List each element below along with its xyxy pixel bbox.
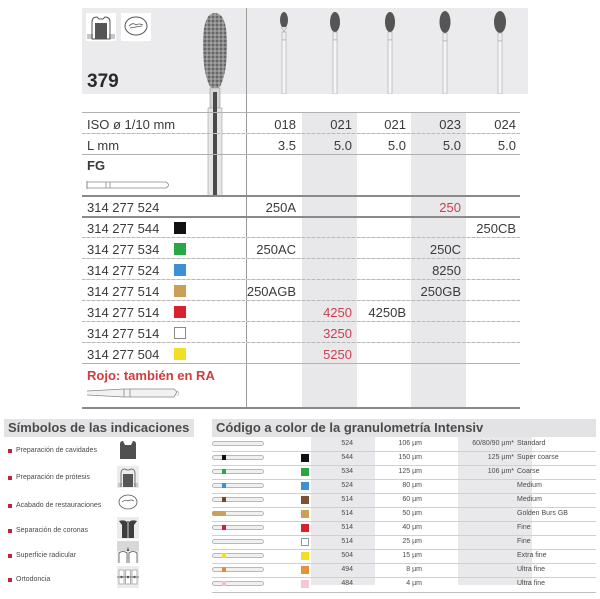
iso-value: 018: [274, 117, 296, 132]
grit-code: 494: [341, 566, 353, 573]
bur-shank-icon: [212, 525, 264, 530]
grit-alt-size: 106 µm*: [487, 468, 514, 475]
grit-value-red: 250: [439, 200, 461, 215]
grit-name: Super coarse: [517, 454, 559, 461]
iso-value: 021: [384, 117, 406, 132]
ref-number: 314 277 544: [87, 221, 160, 236]
iso-value: 024: [494, 117, 516, 132]
rule: [82, 321, 520, 322]
prosthesis-prep-icon: [86, 13, 116, 41]
bur-023-illustration: [437, 10, 453, 99]
indication-item: [8, 502, 101, 509]
rule: [82, 258, 520, 259]
grit-size: 60 µm: [402, 496, 422, 503]
grit-row: [212, 550, 596, 562]
swatch-green: [301, 468, 309, 476]
ring-marker: [222, 455, 226, 460]
ref-number: 314 277 524: [87, 263, 160, 278]
ring-marker: [222, 567, 226, 572]
grit-value: 4250B: [368, 305, 406, 320]
swatch-pink: [301, 580, 309, 588]
indication-label: Preparación de cavidades: [16, 447, 97, 454]
bur-shank-icon: [212, 539, 264, 544]
grit-value: 250A: [265, 200, 296, 215]
swatch-black: [301, 454, 309, 462]
grit-name: Fine: [517, 538, 531, 545]
ref-number: 314 277 514: [87, 326, 160, 341]
grit-value: 250AGB: [246, 284, 296, 299]
grit-value: 8250: [432, 263, 461, 278]
grit-code: 544: [341, 454, 353, 461]
grit-size: 25 µm: [402, 538, 422, 545]
indication-label: Preparación de prótesis: [16, 474, 90, 481]
grit-row: [212, 480, 596, 492]
grit-code: 534: [341, 468, 353, 475]
grit-size: 40 µm: [402, 524, 422, 531]
grit-row: [212, 508, 596, 520]
bullet-icon: [8, 554, 12, 558]
grit-alt-size: 125 µm*: [487, 454, 514, 461]
bullet-icon: [8, 504, 12, 508]
indication-label: Ortodoncia: [16, 576, 51, 583]
grit-size: 106 µm: [398, 440, 422, 447]
bur-illustration-large: [200, 12, 230, 202]
orthodontics-icon: [117, 566, 139, 588]
indication-label: Acabado de restauraciones: [16, 502, 102, 509]
restoration-finishing-icon: [117, 492, 139, 517]
prosthesis-prep-icon: [117, 466, 139, 488]
iso-value: 021: [330, 117, 352, 132]
ring-marker: [212, 511, 226, 516]
bur-shank-icon: [212, 581, 264, 586]
ring-marker: [222, 469, 226, 474]
swatch-brown: [301, 496, 309, 504]
bur-shank-icon: [212, 455, 264, 460]
grit-name: Coarse: [517, 468, 540, 475]
iso-label: ISO ø 1/10 mm: [87, 117, 176, 132]
indication-item: [8, 447, 97, 454]
grit-value: 250C: [429, 242, 461, 257]
grit-size: 150 µm: [398, 454, 422, 461]
grit-name: Ultra fine: [517, 580, 546, 587]
grit-code-title: Código a color de la granulometría Intensiv: [212, 419, 596, 437]
indication-item: [8, 552, 76, 559]
bur-018-illustration: [276, 10, 292, 99]
grit-swatch-red: [174, 306, 186, 318]
crown-separation-icon: [117, 517, 139, 539]
grit-swatch-black: [174, 222, 186, 234]
grit-size: 125 µm: [398, 468, 422, 475]
length-value: 3.5: [277, 138, 296, 153]
bur-021-illustration: [327, 10, 343, 99]
rule: [82, 154, 520, 155]
grit-name: Ultra fine: [517, 566, 546, 573]
swatch-white: [301, 538, 309, 546]
bur-024-illustration: [492, 10, 508, 99]
bur-shank-icon: [212, 567, 264, 572]
grit-value-red: 5250: [323, 347, 352, 362]
grit-value: 250GB: [420, 284, 461, 299]
ref-number: 314 277 514: [87, 284, 160, 299]
grit-name: Extra fine: [517, 552, 547, 559]
bullet-icon: [8, 529, 12, 533]
bur-shank-icon: [212, 553, 264, 558]
bur-021b-illustration: [382, 10, 398, 99]
grit-code: 484: [341, 580, 353, 587]
grit-code: 524: [341, 440, 353, 447]
bullet-icon: [8, 449, 12, 453]
length-value: 5.0: [333, 138, 352, 153]
bur-shank-icon: [212, 497, 264, 502]
grit-value-red: 3250: [323, 326, 352, 341]
rule: [82, 195, 520, 197]
indication-item: [8, 527, 88, 534]
ra-shank-icon: [86, 386, 182, 405]
grit-row: [212, 466, 596, 478]
rule: [82, 133, 520, 134]
grit-row: [212, 452, 596, 464]
grit-name: Fine: [517, 524, 531, 531]
ref-number: 314 277 504: [87, 347, 160, 362]
length-label: L mm: [87, 138, 120, 153]
ring-marker: [222, 581, 226, 586]
fg-shank-icon: [86, 177, 172, 195]
bur-shank-icon: [212, 483, 264, 488]
grit-value: 250CB: [476, 221, 516, 236]
indications-title: Símbolos de las indicaciones: [4, 419, 194, 437]
rule: [82, 363, 520, 364]
restoration-finishing-icon: [121, 13, 151, 41]
length-value: 5.0: [442, 138, 461, 153]
grit-row: [212, 536, 596, 548]
grit-swatch-white: [174, 327, 186, 339]
swatch-blue: [301, 482, 309, 490]
grit-swatch-yellow: [174, 348, 186, 360]
grit-row: [212, 438, 596, 450]
length-value: 5.0: [387, 138, 406, 153]
rule: [82, 342, 520, 343]
ref-number: 314 277 534: [87, 242, 160, 257]
grit-code: 514: [341, 524, 353, 531]
bur-shank-icon: [212, 441, 264, 446]
grit-size: 50 µm: [402, 510, 422, 517]
rule: [82, 279, 520, 280]
grit-row: [212, 494, 596, 506]
ring-marker: [222, 497, 226, 502]
indication-item: [8, 474, 90, 481]
bullet-icon: [8, 578, 12, 582]
rule: [82, 112, 520, 113]
indication-label: Superficie radicular: [16, 552, 76, 559]
grit-size: 8 µm: [406, 566, 422, 573]
grit-swatch-blue: [174, 264, 186, 276]
grit-code: 514: [341, 510, 353, 517]
rule: [82, 407, 520, 409]
grit-size: 80 µm: [402, 482, 422, 489]
swatch-orange: [301, 566, 309, 574]
grit-name: Standard: [517, 440, 546, 447]
rule: [82, 237, 520, 238]
grit-code: 514: [341, 496, 353, 503]
grit-size: 15 µm: [402, 552, 422, 559]
root-surface-icon: [117, 541, 139, 563]
cavity-prep-icon: [117, 439, 139, 466]
iso-value: 023: [439, 117, 461, 132]
swatch-gold: [301, 510, 309, 518]
rule: [212, 592, 596, 593]
grit-size: 4 µm: [406, 580, 422, 587]
ref-number: 314 277 524: [87, 200, 160, 215]
grit-swatch-green: [174, 243, 186, 255]
swatch-yellow: [301, 552, 309, 560]
grit-code: 514: [341, 538, 353, 545]
ra-note: Rojo: también en RA: [87, 368, 215, 383]
ref-number: 314 277 514: [87, 305, 160, 320]
rule: [82, 216, 520, 218]
grit-swatch-gold: [174, 285, 186, 297]
grit-name: Medium: [517, 496, 542, 503]
rule: [82, 300, 520, 301]
grit-value: 250AC: [256, 242, 296, 257]
grit-alt-size: 60/80/90 µm*: [472, 440, 514, 447]
bullet-icon: [8, 476, 12, 480]
grit-name: Golden Burs GB: [517, 510, 568, 517]
grit-row: [212, 522, 596, 534]
grit-code: 504: [341, 552, 353, 559]
grit-value-red: 4250: [323, 305, 352, 320]
bur-shank-icon: [212, 469, 264, 474]
indication-label: Separación de coronas: [16, 527, 88, 534]
swatch-red: [301, 524, 309, 532]
grit-row: [212, 564, 596, 576]
length-value: 5.0: [497, 138, 516, 153]
grit-row: [212, 578, 596, 590]
grit-code: 524: [341, 482, 353, 489]
ring-marker: [222, 483, 226, 488]
shank-type-label: FG: [87, 158, 106, 173]
indication-item: [8, 576, 50, 583]
grit-name: Medium: [517, 482, 542, 489]
ring-marker: [222, 525, 226, 530]
product-code: 379: [87, 71, 119, 92]
ring-marker: [222, 553, 226, 558]
